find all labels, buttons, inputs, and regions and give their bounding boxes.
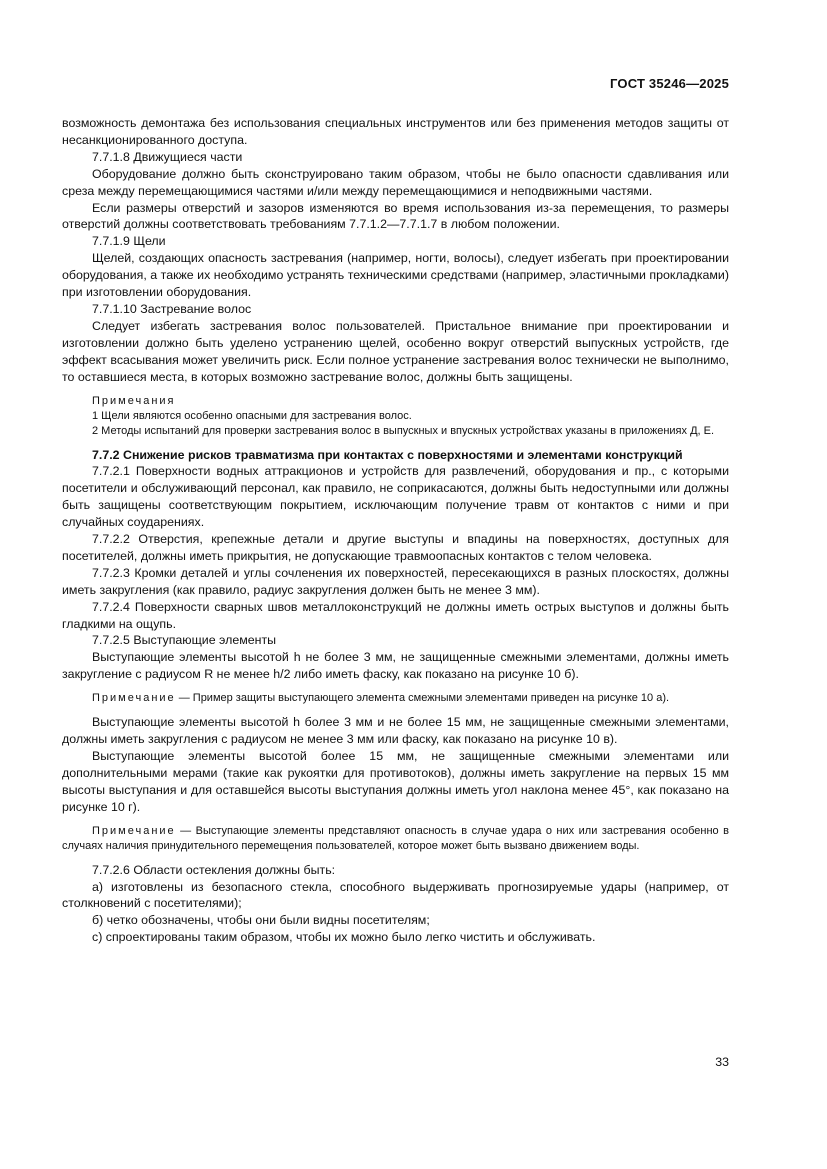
paragraph: Выступающие элементы высотой h более 3 мм и не более 15 мм, не защищенные смежными элементами, должны иметь закругления с радиусом не менее 3 мм или фаску, как показано на рисунке 10 в).: [62, 715, 729, 747]
document-body: [62, 115, 729, 946]
section-heading: 7.7.1.9 Щели: [92, 234, 166, 249]
paragraph: Щелей, создающих опасность застревания (например, ногти, волосы), следует избегать при проектировании оборудования, а также их необходимо устранять техническими средствами (например, эластичными прокладками) при изготовлении оборудования.: [62, 251, 729, 300]
paragraph: 7.7.2.3 Кромки деталей и углы сочленения их поверхностей, пересекающихся в разных плоскостях, должны иметь закругления (как правило, радиус закругления должен быть не менее 3 мм).: [62, 565, 729, 597]
paragraph: Выступающие элементы высотой h не более 3 мм, не защищенные смежными элементами, должны иметь закругление с радиусом R не менее h/2 либо иметь фаску, как показано на рисунке 10 б).: [62, 650, 729, 682]
note-text: — Выступающие элементы представляют опасность в случае удара о них или застревания особенно в случаях наличия принудительного перемещения пользователей, которое может быть вызвано движением воды.: [62, 824, 729, 852]
paragraph: Следует избегать застревания волос пользователей. Пристальное внимание при проектировании и изготовлении должно быть уделено устранению щелей, особенно вокруг отверстий выпускных устройств, где эффект всасывания может увеличить риск. Если полное устранение застревания волос технически не выполнимо, то оставшиеся места, в которых возможно застревание волос, должны быть защищены.: [62, 318, 729, 384]
list-item: а) изготовлены из безопасного стекла, способного выдерживать прогнозируемые удары (например, от столкновений с посетителями);: [62, 879, 729, 911]
paragraph: возможность демонтажа без использования специальных инструментов или без применения методов защиты от несанкционированного доступа.: [62, 116, 729, 147]
paragraph: Оборудование должно быть сконструировано таким образом, чтобы не было опасности сдавливания или среза между перемещающимися частями и/или между перемещающимися и неподвижными частями.: [62, 166, 729, 198]
note: [62, 691, 729, 706]
list-item: с) спроектированы таким образом, чтобы их можно было легко чистить и обслуживать.: [92, 930, 596, 945]
section-heading: 7.7.2.5 Выступающие элементы: [92, 633, 277, 648]
section-heading: 7.7.1.8 Движущиеся части: [92, 149, 243, 164]
section-heading: 7.7.1.10 Застревание волос: [92, 301, 252, 316]
note-label: Примечание: [92, 824, 176, 837]
paragraph: Выступающие элементы высотой более 15 мм, не защищенные смежными элементами или дополнительными мерами (такие как рукоятки для противотоков), должны иметь закругление на первых 15 мм высоты выступания и для оставшейся высоты выступания должны иметь угол наклона менее 45°, как показано на рисунке 10 г).: [62, 749, 729, 814]
note-item: 2 Методы испытаний для проверки застревания волос в выпускных и впускных устройствах указаны в приложениях Д, Е.: [92, 424, 715, 437]
paragraph: Если размеры отверстий и зазоров изменяются во время использования из-за перемещения, то размеры отверстий должны соответствовать требованиям 7.7.1.2—7.7.1.7 в любом положении.: [62, 200, 729, 232]
paragraph: 7.7.2.4 Поверхности сварных швов металлоконструкций не должны иметь острых выступов и должны быть гладкими на ощупь.: [62, 599, 729, 631]
section-title: 7.7.2 Снижение рисков травматизма при контактах с поверхностями и элементами конструкций: [92, 447, 683, 462]
note-text: — Пример защиты выступающего элемента смежными элементами приведен на рисунке 10 а).: [175, 692, 670, 705]
note-label: Примечание: [92, 692, 176, 705]
list-item: б) четко обозначены, чтобы они были видны посетителям;: [92, 913, 430, 928]
note: [62, 824, 729, 854]
paragraph: 7.7.2.2 Отверстия, крепежные детали и другие выступы и впадины на поверхностях, доступных для посетителей, должны иметь прикрытия, не допускающие травмоопасных контактов с телом человека.: [62, 532, 729, 563]
document-header: ГОСТ 35246—2025: [610, 76, 729, 91]
notes-heading: Примечания: [92, 394, 176, 407]
page-number: 33: [715, 1055, 729, 1069]
paragraph: 7.7.2.1 Поверхности водных аттракционов и устройств для развлечений, оборудования и пр., с которыми посетители и обслуживающий персонал, как правило, не соприкасаются, должны быть недоступными или должны быть защищены соответствующим покрытием, исключающим получение травм от контактов с ними и при случайных соударениях.: [62, 464, 729, 530]
section-heading: 7.7.2.6 Области остекления должны быть:: [92, 862, 336, 877]
note-item: 1 Щели являются особенно опасными для застревания волос.: [92, 409, 412, 422]
